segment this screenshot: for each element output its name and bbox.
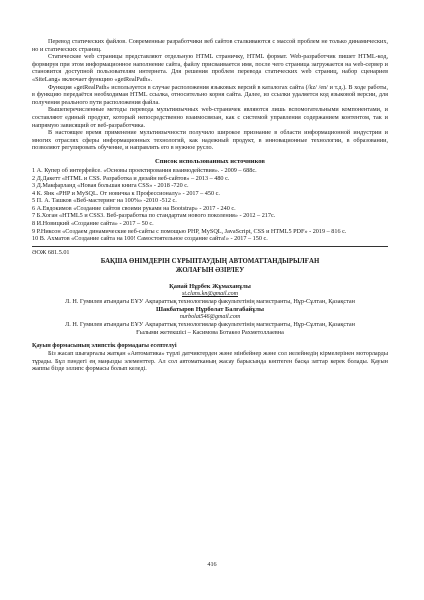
page-number: 416 <box>207 561 217 568</box>
reference-item: 8 И.Новицкий «Создание сайта» - 2017 – 50 с. <box>32 220 154 228</box>
reference-item: 3 Д.Макфарланд «Новая большая книга CSS» - 2018 -720 с. <box>32 182 189 190</box>
article-title-line-2: ЖОЛАҒЫН ӘЗІРЛЕУ <box>175 266 245 274</box>
reference-item: 6 А.Евдокимов «Создание сайтов своими руками на Bootstrap» - 2017 - 240 с. <box>32 204 236 212</box>
reference-item: 9 Р.Никсон «Создаем динамические веб-сайты с помощью PHP, MySQL, JavaScript, CSS и HTML5 PDF» - 2019 – 816 с. <box>32 227 347 235</box>
section-heading: Қауын формасының элипстік формадағы есептелуі <box>32 342 177 350</box>
reference-item: 7 Б.Хоган «HTML5 и CSS3. Веб-разработка по стандартам нового поколения» - 2012 – 217с. <box>32 212 276 220</box>
author-email-1[interactable]: st.clans.kn@gmail.com <box>181 291 238 298</box>
reference-item: 2 Д.Дакетт «HTML и CSS. Разработка и дизайн веб-сайтов» – 2013 – 480 с. <box>32 174 230 182</box>
reference-item: 10 В. Ахматов «Создание сайта на 100! Самостоятельное создание сайта!» - 2017 – 150 с. <box>32 235 268 243</box>
udc-code: ӘОЖ 681.5.01 <box>32 248 70 256</box>
author-email-2: nurbolat546@gmail.com <box>179 313 241 320</box>
reference-item: 5 П. А. Ташков «Веб-мастеринг на 100%» -2010 -512 с. <box>32 197 177 205</box>
body-paragraph: Функция «getRealPath» используется в случае расположения языковых версий в каталогах сайта (/kz/ /en/ и т.д.). В ходе работы, в функцию передаётся необходимая HTML ссылка, относительно корня сайта. Далее, из ссылки удаляется код языковой версии, для получения реального пути расположения файла. <box>32 83 388 106</box>
section-paragraph: Біз жасап шығарғалы жатқан «Автоматика» түрлі датчиктерден және мінбейнер және сол иелейнедің кірмелерінен моторларды тұрады. Бұл пәндегі ең маңызды элементтер. Ал сол автоматканың жасау барысында көптеген басқа заттар керек болады. Қауын жаппы бізде эллипс формасы болып келеді. <box>32 350 388 373</box>
body-paragraph: В настоящее время применение мультиязычности получило широкое признание в области информационной индустрии и многих отраслях сферы информационных технологий, как надежный продукт, в инновационные технологии, в образовании, позволяют регулировать обучение, и направлять его в нужное русло. <box>32 129 388 152</box>
separator-line <box>32 246 388 247</box>
reference-item: 4 К. Янк «PHP и MySQL. От новичка к Профессионалу» - 2017 – 450 с. <box>32 189 220 197</box>
scientific-supervisor: Ғылыми жетекшісі – Касимова Ботакөз Рахметоллаевна <box>136 328 284 336</box>
body-paragraph: Перевод статических файлов. Современные разработчики веб сайтов сталкиваются с массой проблем не только динамических, но и статических страниц. <box>32 38 388 53</box>
author-name-2: Шакбатыров Нұрболат Балғабайұлы <box>155 306 265 314</box>
reference-item: 1 А. Купер об интерфейсе. «Основы проектирования взаимодействия». - 2009 – 688с. <box>32 166 257 174</box>
references-title: Список использованных источников <box>155 157 265 165</box>
references-list <box>32 167 388 243</box>
author-affiliation-1: Л. Н. Гумилев атындағы ЕҰУ Ақпараттық технологиялар факультетінің магистранты, Нұр-Сұлтан, Қазақстан <box>65 298 355 306</box>
body-paragraph: Вышеперечисленные методы перевода мультиязычных web-страничек являются лишь вспомогательными компонентами, и составляют единый продукт, который непосредственно взаимосвязан, как с системой управления содержанием контентом, так и напрямую зависящий от веб-разработчика. <box>32 106 388 129</box>
article-title-line-1: БАҚША ӨНІМДЕРІН СҰРЫПТАУДЫҢ АВТОМАТТАНДЫРЫЛҒАН <box>100 258 320 266</box>
author-affiliation-2: Л. Н. Гумилев атындағы ЕҰУ Ақпараттық технологиялар факультетінің магистранты, Нұр-Сұлтан, Қазақстан <box>65 321 355 329</box>
author-name-1: Қанай Нұрбек Жұмаханұлы <box>169 283 251 291</box>
body-paragraph: Статические web страницы представляют отдельную HTML страничку, HTML формат. Web-разработчик пишет HTML-код, формируя при этом информационное наполнение сайта, файлу присваивается имя, после чего страница загружается на web-сервер и становится доступной пользователям интернета. Для решения проблем перевода статических web страниц, набор сценариев «SiteLang» включает функцию «getRealPath». <box>32 53 388 83</box>
page-content <box>32 38 388 373</box>
